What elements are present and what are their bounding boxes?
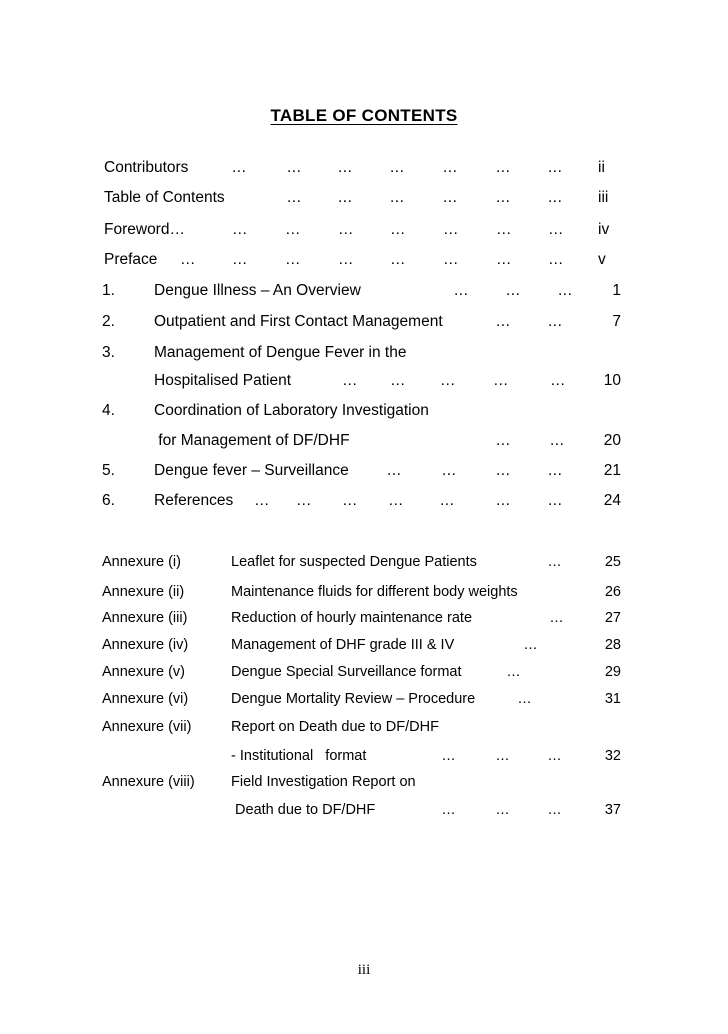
page-ref: v [598,251,606,268]
page-number: iii [357,962,371,978]
entry-label: Contributors [104,159,189,176]
leader-dots: ... [496,492,511,509]
annexure-entry [0,661,728,683]
leader-dots: ... [338,159,353,176]
chapter-title: Hospitalised Patient [154,372,291,389]
page-ref: 32 [604,748,621,764]
chapter-entry [0,430,728,452]
front-matter-entry [0,219,728,241]
page-ref: 26 [604,584,621,600]
leader-dots: … [390,372,406,389]
page-ref: iii [598,189,609,206]
leader-dots: ... [496,189,511,206]
page-ref: 24 [603,492,621,509]
leader-dots: ... [496,748,510,764]
page-ref: 29 [604,664,621,680]
leader-dots: … [548,251,564,268]
annexure-title: Management of DHF grade III & IV [231,637,455,653]
annexure-title: Field Investigation Report on [231,774,416,790]
leader-dots: ... [550,610,564,626]
annexure-label: Annexure (iii) [102,610,188,626]
chapter-title: Management of Dengue Fever in the [154,344,407,361]
page-ref: iv [598,221,610,238]
front-matter-entry [0,157,728,179]
leader-dots: ... [390,159,405,176]
annexure-title: Dengue Special Surveillance format [231,664,462,680]
page-ref: 25 [604,554,621,570]
annexure-entry [0,607,728,629]
leader-dots: … [285,251,301,268]
leader-dots: … [342,372,358,389]
chapter-title: Outpatient and First Contact Management [154,313,443,330]
leader-dots: ... [548,748,562,764]
chapter-entry [0,280,728,302]
leader-dots: … [342,492,358,509]
page-ref: 28 [604,637,621,653]
leader-dots: … [550,372,566,389]
leader-dots: ... [518,691,532,707]
chapter-entry [0,311,728,333]
leader-dots: ... [443,189,458,206]
leader-dots: ... [548,189,563,206]
chapter-number: 5. [102,462,115,479]
annexure-label: Annexure (v) [102,664,186,680]
annexure-entry [0,688,728,710]
chapter-entry [0,400,728,422]
leader-dots: … [493,372,509,389]
leader-dots: … [390,221,406,238]
leader-dots: … [232,251,248,268]
leader-dots: ... [548,554,562,570]
leader-dots: ... [550,432,565,449]
leader-dots: ... [442,748,456,764]
entry-label: Preface [104,251,158,268]
leader-dots: ... [232,159,247,176]
annexure-entry [0,581,728,603]
annexure-label: Annexure (iv) [102,637,189,653]
chapter-title: Dengue fever – Surveillance [154,462,349,479]
leader-dots: … [338,251,354,268]
leader-dots: … [548,221,564,238]
chapter-title: for Management of DF/DHF [154,432,350,449]
leader-dots: ... [496,802,510,818]
leader-dots: … [296,492,312,509]
leader-dots: ... [548,159,563,176]
leader-dots: ... [287,159,302,176]
leader-dots: … [496,221,512,238]
chapter-number: 3. [102,344,115,361]
chapter-number: 2. [102,313,115,330]
annexure-entry [0,551,728,573]
leader-dots: ... [507,664,521,680]
chapter-title: Coordination of Laboratory Investigation [154,402,429,419]
annexure-label: Annexure (ii) [102,584,185,600]
leader-dots: ... [506,282,521,299]
leader-dots: … [390,251,406,268]
annexure-entry [0,799,728,821]
leader-dots: … [338,221,354,238]
page-title: TABLE OF CONTENTS [270,106,458,125]
annexure-label: Annexure (vi) [102,691,189,707]
leader-dots: ... [442,462,457,479]
leader-dots: ... [442,802,456,818]
leader-dots: ... [524,637,538,653]
page-ref: 10 [603,372,621,389]
page-ref: 7 [612,313,621,330]
page-ref: 21 [603,462,621,479]
annexure-title: Reduction of hourly maintenance rate [231,610,473,626]
chapter-title: Dengue Illness – An Overview [154,282,361,299]
annexure-entry [0,716,728,738]
page-ref: 20 [603,432,621,449]
leader-dots: ... [558,282,573,299]
front-matter-entry [0,187,728,209]
leader-dots: … [388,492,404,509]
annexure-title: Report on Death due to DF/DHF [231,719,439,735]
leader-dots: … [443,251,459,268]
leader-dots: … [443,221,459,238]
chapter-number: 4. [102,402,115,419]
page-ref: 1 [612,282,621,299]
chapter-title: References [154,492,234,509]
leader-dots: ... [496,313,511,330]
chapter-entry [0,370,728,392]
leader-dots: ... [287,189,302,206]
leader-dots: … [232,221,248,238]
leader-dots: … [254,492,270,509]
leader-dots: ... [338,189,353,206]
page-ref: 27 [604,610,621,626]
chapter-entry [0,490,728,512]
leader-dots: ... [548,492,563,509]
annexure-label: Annexure (i) [102,554,181,570]
leader-dots: ... [387,462,402,479]
leader-dots: ... [548,462,563,479]
annexure-entry [0,771,728,793]
leader-dots: ... [390,189,405,206]
leader-dots: ... [548,313,563,330]
front-matter-entry [0,249,728,271]
leader-dots: ... [440,492,455,509]
entry-label: Foreword… [104,221,185,238]
entry-label: Table of Contents [104,189,225,206]
leader-dots: … [496,251,512,268]
annexure-title: Maintenance fluids for different body weights [231,584,518,600]
annexure-label: Annexure (vii) [102,719,192,735]
annexure-title: Leaflet for suspected Dengue Patients [231,554,477,570]
leader-dots: ... [496,432,511,449]
annexure-label: Annexure (viii) [102,774,195,790]
annexure-entry [0,745,728,767]
annexure-entry [0,634,728,656]
leader-dots: … [180,251,196,268]
leader-dots: ... [454,282,469,299]
page-ref: 31 [604,691,621,707]
leader-dots: ... [496,159,511,176]
chapter-entry [0,342,728,364]
chapter-number: 1. [102,282,115,299]
annexure-title: Death due to DF/DHF [231,802,376,818]
leader-dots: ... [548,802,562,818]
page-ref: 37 [604,802,621,818]
leader-dots: … [285,221,301,238]
annexure-title: - Institutional format [231,748,367,764]
chapter-entry [0,460,728,482]
leader-dots: … [440,372,456,389]
chapter-number: 6. [102,492,115,509]
annexure-title: Dengue Mortality Review – Procedure [231,691,476,707]
page-ref: ii [598,159,605,176]
leader-dots: ... [443,159,458,176]
leader-dots: ... [496,462,511,479]
